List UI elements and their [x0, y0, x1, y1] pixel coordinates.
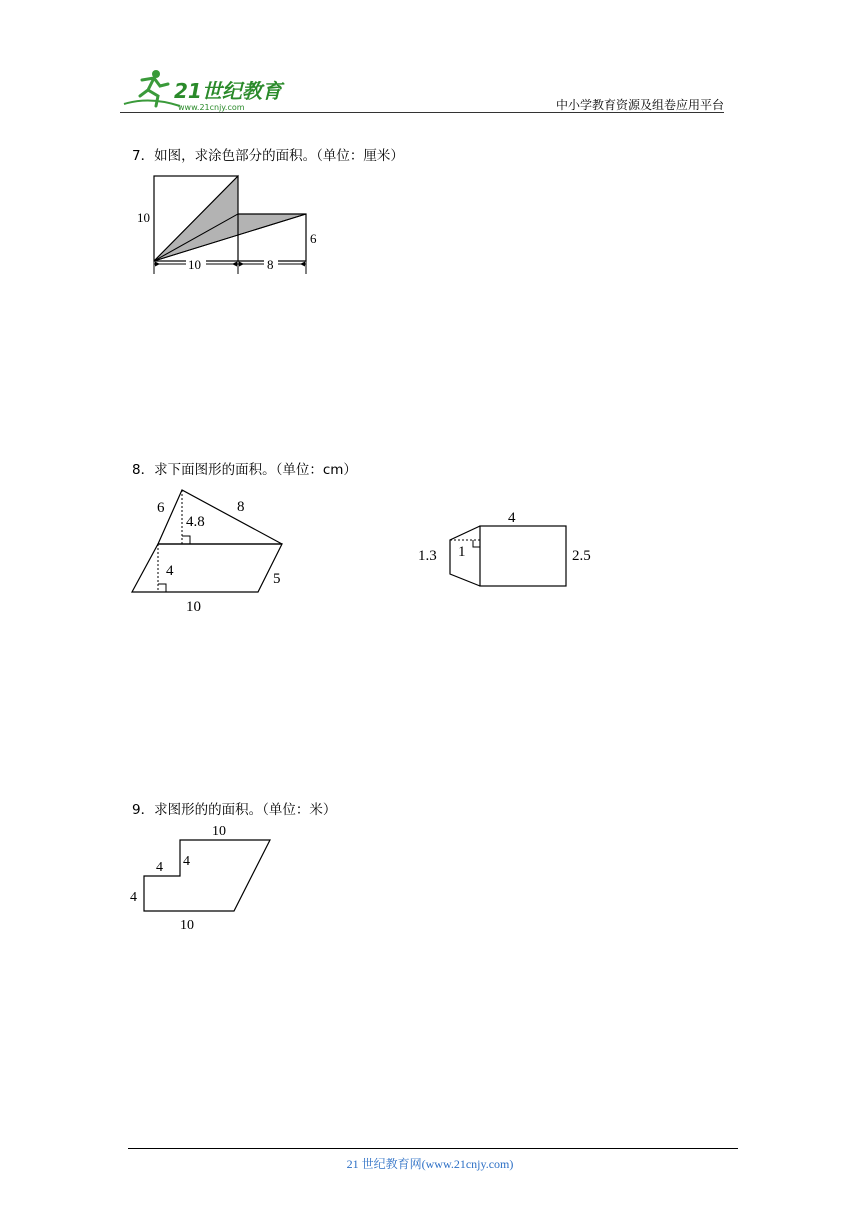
label-step-height: 4: [183, 854, 190, 869]
header-divider: [120, 112, 724, 113]
runner-icon: [124, 70, 180, 106]
label-top: 4: [508, 510, 516, 526]
question-9-figure: [124, 820, 284, 936]
footer-divider: [128, 1148, 738, 1149]
header-slogan: 中小学教育资源及组卷应用平台: [555, 98, 724, 112]
triangle-outline: [158, 490, 282, 544]
label-left: 1.3: [418, 548, 437, 564]
label-side-a: 6: [157, 500, 165, 516]
question-9-text: 9．求图形的的面积。（单位：米）: [132, 802, 337, 818]
label-step-width: 4: [156, 860, 163, 875]
parallelogram-outline: [132, 544, 282, 592]
label-bottom-b: 8: [267, 257, 274, 272]
site-logo: [120, 66, 295, 114]
rectangle-outline: [480, 526, 566, 586]
label-bottom: 10: [180, 918, 194, 933]
label-right: 6: [310, 231, 317, 246]
question-7-figure: [130, 168, 340, 284]
logo-subtext: www.21cnjy.com: [178, 103, 245, 112]
question-7-text: 7．如图，求涂色部分的面积。（单位：厘米）: [132, 148, 404, 164]
label-top: 10: [212, 824, 226, 839]
question-8-figure-a: [120, 484, 300, 616]
label-left: 10: [137, 210, 150, 225]
question-8-figure-b: [412, 504, 602, 594]
label-base: 10: [186, 599, 201, 615]
footer-link[interactable]: 21 世纪教育网(www.21cnjy.com): [346, 1157, 514, 1171]
label-side-b: 8: [237, 499, 245, 515]
label-right: 2.5: [572, 548, 591, 564]
label-inner: 1: [458, 544, 466, 560]
label-left: 4: [130, 890, 137, 905]
label-side-c: 5: [273, 571, 281, 587]
logo-text: 21世纪教育: [174, 79, 282, 103]
label-bottom-a: 10: [188, 257, 201, 272]
question-8-text: 8．求下面图形的面积。（单位：cm）: [132, 462, 357, 478]
label-height-top: 4.8: [186, 514, 205, 530]
composite-shape-outline: [144, 840, 270, 911]
label-height-bottom: 4: [166, 563, 174, 579]
